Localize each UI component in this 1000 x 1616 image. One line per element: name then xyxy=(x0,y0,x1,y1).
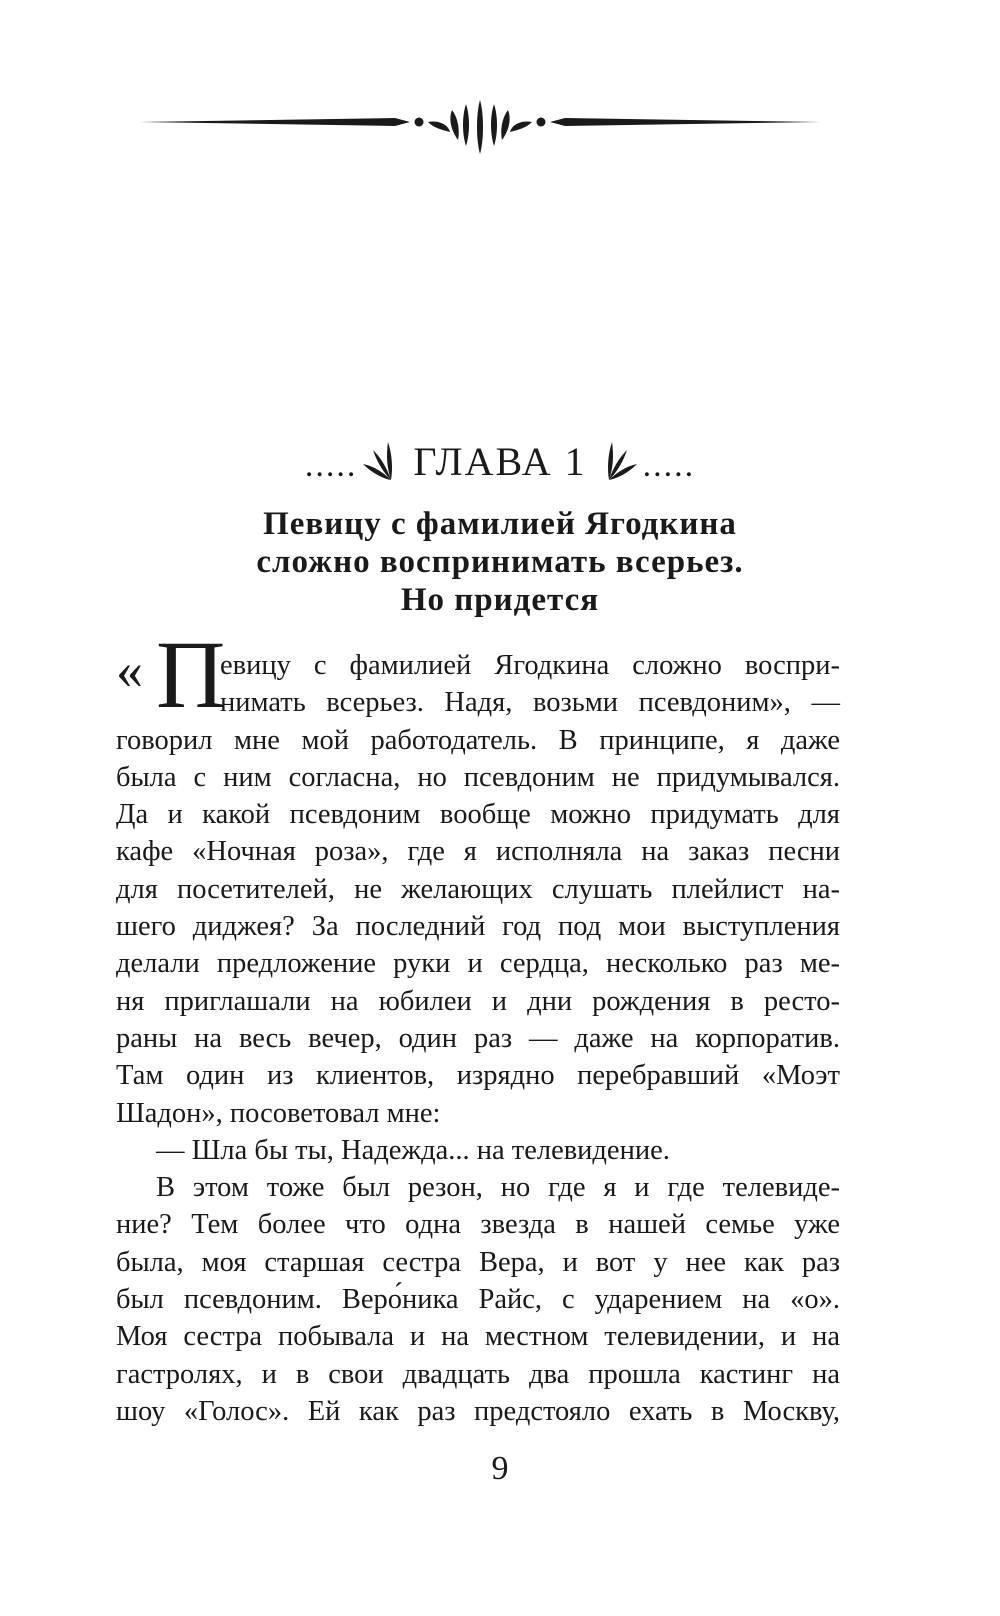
text-line: раны на весь вечер, один раз — даже на корпоратив. xyxy=(116,1022,840,1054)
text-line: Моя сестра побывала и на местном телевидении, и на xyxy=(116,1321,840,1353)
text-line: гастролях, и в свои двадцать два прошла кастинг на xyxy=(116,1358,840,1390)
text-line: нимать всерьез. Надя, возьми псевдоним», — xyxy=(220,687,840,719)
text-line: шоу «Голос». Ей как раз предстояло ехать в Москву, xyxy=(116,1395,840,1427)
drop-cap-letter: П xyxy=(156,621,226,728)
subtitle-line: Певицу с фамилией Ягодкина xyxy=(263,506,737,542)
text-line: Там один из клиентов, изрядно перебравший «Моэт xyxy=(116,1060,840,1092)
text-line: делали предложение руки и сердца, несколько раз ме- xyxy=(116,948,840,980)
text-line: ние? Тем более что одна звезда в нашей семье уже xyxy=(116,1209,840,1241)
text-line: шего диджея? За последний год под мои выступления xyxy=(116,911,840,943)
text-line: был псевдоним. Веро́ника Райс, с ударением на «о». xyxy=(116,1284,840,1316)
text-line: — Шла бы ты, Надежда... на телевидение. xyxy=(156,1134,670,1166)
chapter-title: ГЛАВА 1 xyxy=(413,439,587,484)
text-line: говорил мне мой работодатель. В принципе, я даже xyxy=(116,724,840,756)
text-line: Шадон», посоветовал мне: xyxy=(116,1097,441,1129)
text-line: была с ним согласна, но псевдоним не придумывался. xyxy=(116,761,840,793)
text-line: евицу с фамилией Ягодкина сложно воспри- xyxy=(220,650,840,681)
chapter-heading xyxy=(0,439,1000,484)
top-ornament-divider xyxy=(140,100,820,160)
body-text xyxy=(116,647,840,1430)
text-line: для посетителей, не желающих слушать плейлист на- xyxy=(116,873,840,905)
text-line: была, моя старшая сестра Вера, и вот у нее как раз xyxy=(116,1246,840,1278)
chapter-subtitle xyxy=(0,505,1000,619)
chapter-dots-right: ..... xyxy=(642,447,696,484)
page-number: 9 xyxy=(491,1450,509,1487)
text-line: В этом тоже был резон, но где я и где телевиде- xyxy=(156,1172,840,1204)
drop-cap-quote: « xyxy=(116,640,143,700)
fan-ornament-left-icon xyxy=(361,442,395,482)
text-line: Да и какой псевдоним вообще можно придумать для xyxy=(116,799,840,831)
text-line: кафе «Ночная роза», где я исполняла на заказ песни xyxy=(116,836,840,868)
subtitle-line: сложно воспринимать всерьез. xyxy=(256,544,744,580)
chapter-dots-left: ..... xyxy=(304,447,358,484)
subtitle-line: Но придется xyxy=(400,582,600,618)
fan-ornament-right-icon xyxy=(605,442,639,482)
text-line: ня приглашали на юбилеи и дни рождения в ресто- xyxy=(116,985,840,1017)
